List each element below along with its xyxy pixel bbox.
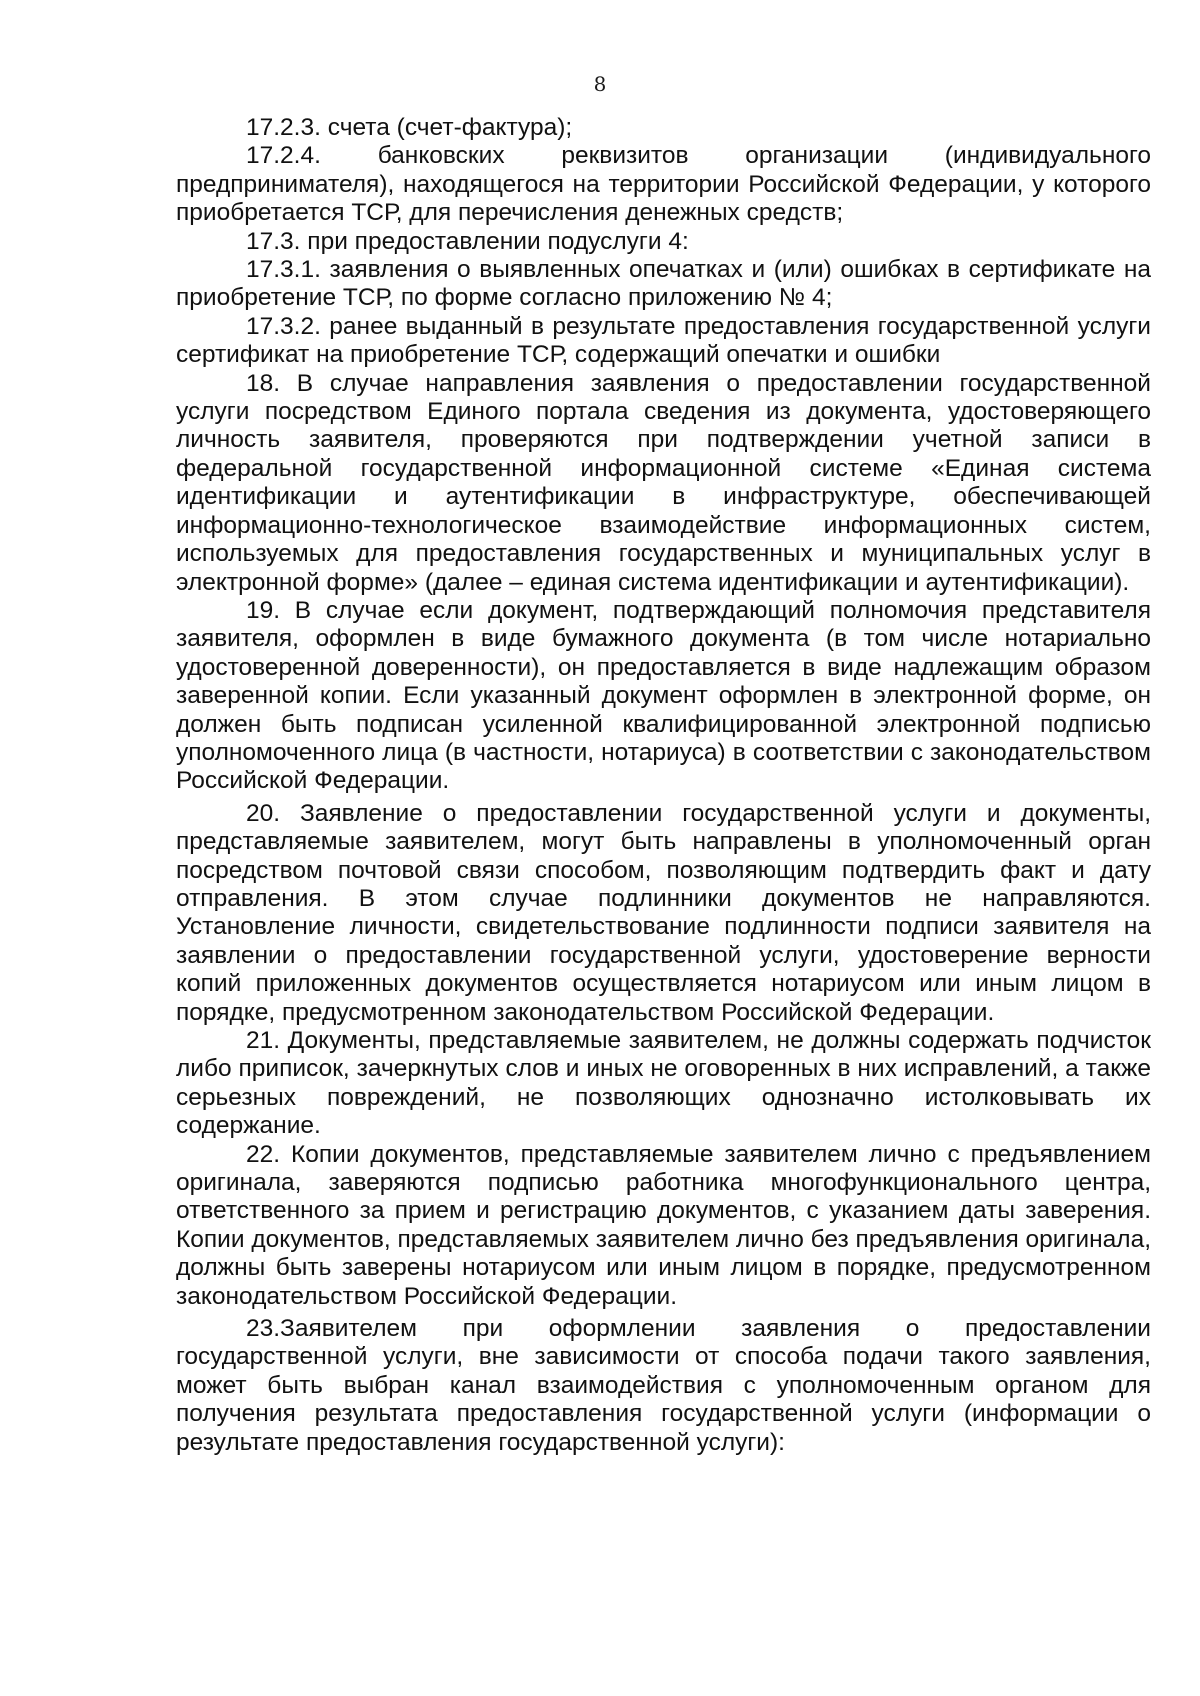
paragraph-22: 22. Копии документов, представляемые заявителем лично с предъявлением оригинала, заверяются подписью работника многофункционального центра, ответственного за прием и регистрацию документов, с указанием даты заверения. Копии документов, представляемых заявителем лично без предъявления оригинала, должны быть заверены нотариусом или иным лицом в порядке, предусмотренном законодательством Российской Федерации. (176, 1140, 1151, 1310)
paragraph-20: 20. Заявление о предоставлении государственной услуги и документы, представляемые заявителем, могут быть направлены в уполномоченный орган посредством почтовой связи способом, позволяющим подтвердить факт и дату отправления. В этом случае подлинники документов не направляются. Установление личности, свидетельствование подлинности подписи заявителя на заявлении о предоставлении государственной услуги, удостоверение верности копий приложенных документов осуществляется нотариусом или иным лицом в порядке, предусмотренном законодательством Российской Федерации. (176, 799, 1151, 1026)
paragraph-21: 21. Документы, представляемые заявителем, не должны содержать подчисток либо приписок, зачеркнутых слов и иных не оговоренных в них исправлений, а также серьезных повреждений, не позволяющих однозначно истолковывать их содержание. (176, 1027, 1151, 1140)
paragraph-17-3-2: 17.3.2. ранее выданный в результате предоставления государственной услуги сертификат на приобретение ТСР, содержащий опечатки и ошибки (176, 312, 1151, 369)
paragraph-18: 18. В случае направления заявления о предоставлении государственной услуги посредством Единого портала сведения из документа, удостоверяющего личность заявителя, проверяются при подтверждении учетной записи в федеральной государственной информационной системе «Единая система идентификации и аутентификации в инфраструктуре, обеспечивающей информационно-технологическое взаимодействие информационных систем, используемых для предоставления государственных и муниципальных услуг в электронной форме» (далее – единая система идентификации и аутентификации). (176, 369, 1151, 596)
document-body (176, 114, 1151, 1457)
paragraph-17-2-4: 17.2.4. банковских реквизитов организации (индивидуального предпринимателя), находящегося на территории Российской Федерации, у которого приобретается ТСР, для перечисления денежных средств; (176, 142, 1151, 227)
page-number: 8 (593, 72, 607, 96)
paragraph-17-3-1: 17.3.1. заявления о выявленных опечатках и (или) ошибках в сертификате на приобретение ТСР, по форме согласно приложению № 4; (176, 256, 1151, 312)
paragraph-17-3: 17.3. при предоставлении подуслуги 4: (246, 227, 689, 255)
paragraph-19: 19. В случае если документ, подтверждающий полномочия представителя заявителя, оформлен в виде бумажного документа (в том числе нотариально удостоверенной доверенности), он предоставляется в виде надлежащим образом заверенной копии. Если указанный документ оформлен в электронной форме, он должен быть подписан усиленной квалифицированной электронной подписью уполномоченного лица (в частности, нотариуса) в соответствии с законодательством Российской Федерации. (176, 596, 1151, 795)
paragraph-17-2-3: 17.2.3. счета (счет-фактура); (246, 114, 573, 141)
paragraph-23: 23.Заявителем при оформлении заявления о предоставлении государственной услуги, вне зависимости от способа подачи такого заявления, может быть выбран канал взаимодействия с уполномоченным органом для получения результата предоставления государственной услуги (информации о результате предоставления государственной услуги): (176, 1315, 1151, 1456)
